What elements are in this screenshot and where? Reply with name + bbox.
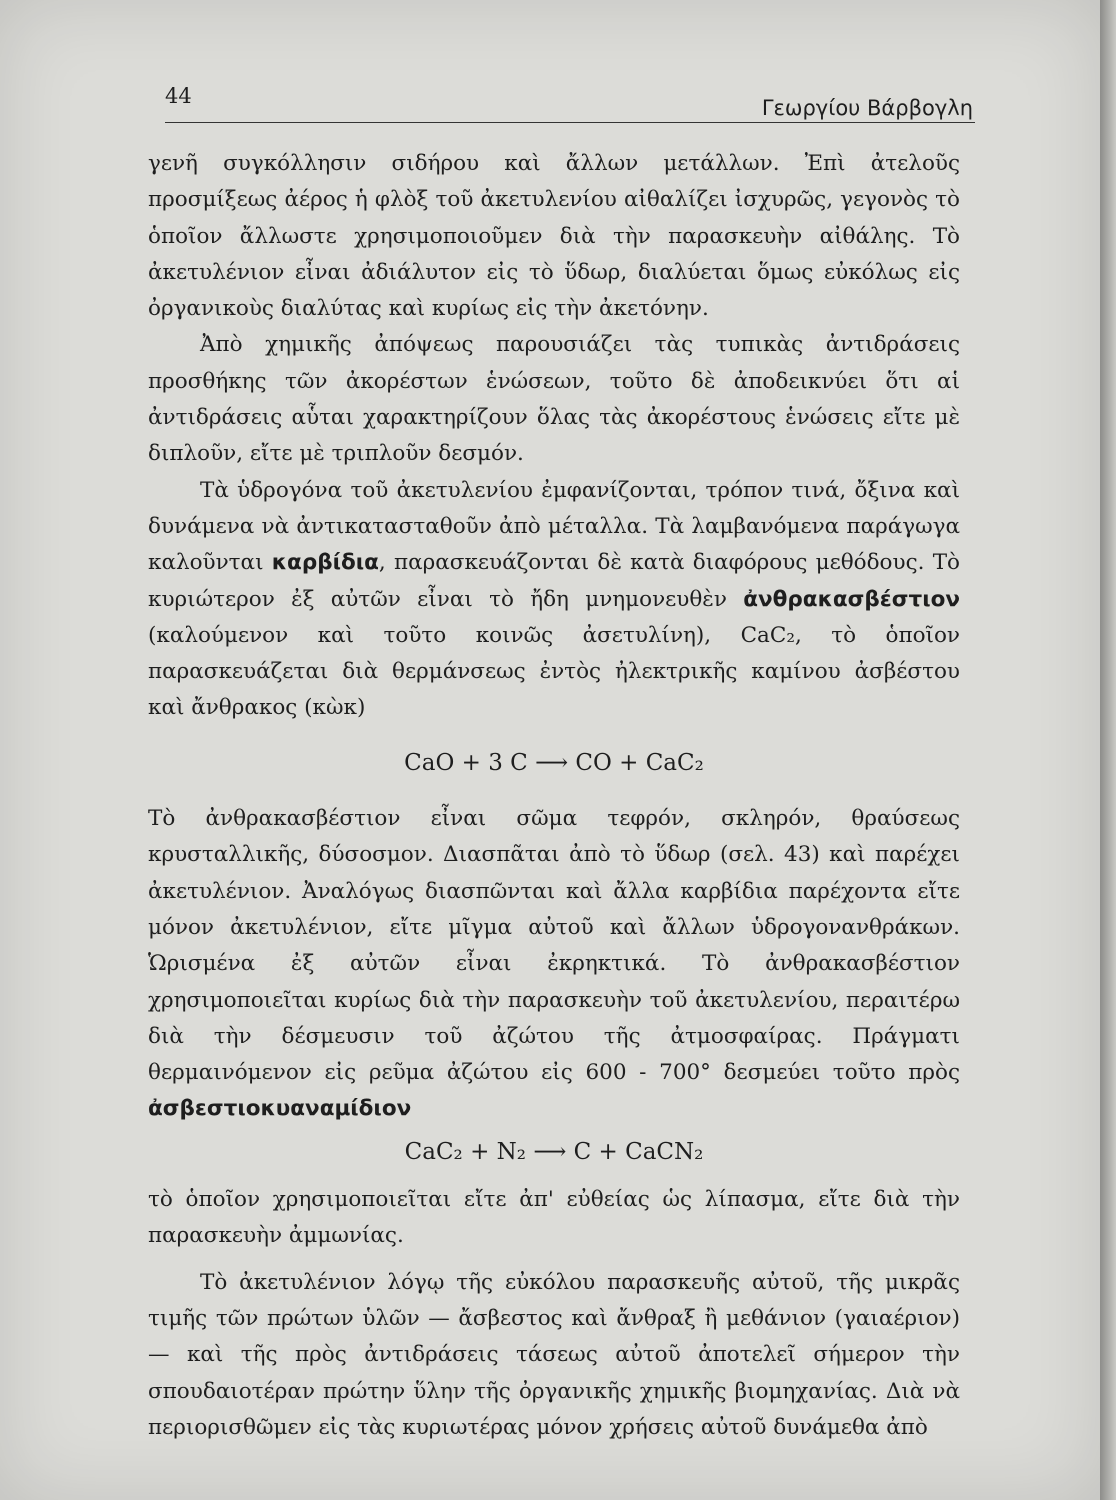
paragraph: γενῆ συγκόλλησιν σιδήρου καὶ ἄλλων μετάλλων. Ἐπὶ ἀτελοῦς προσμίξεως ἀέρος ἡ φλὸξ τοῦ ἀκετυλενίου αἰθαλίζει ἰσχυρῶς, γεγονὸς τὸ ὁποῖον ἄλλωστε χρησιμοποιοῦμεν διὰ τὴν παρασκευὴν αἰθάλης. Τὸ ἀκετυλένιον εἶναι ἀδιάλυτον εἰς τὸ ὕδωρ, διαλύεται ὅμως εὐκόλως εἰς ὀργανικοὺς διαλύτας καὶ κυρίως εἰς τὴν ἀκετόνην. — [148, 151, 960, 322]
page-body — [148, 146, 960, 1446]
equation-1: CaO + 3 C ⟶ CO + CaC₂ — [404, 749, 704, 776]
bold-term-calcium-cyanamide: ἀσβεστιοκυαναμίδιον — [148, 1096, 412, 1122]
paragraph-text: (καλούμενον καὶ τοῦτο κοινῶς ἀσετυλίνη), CaC₂, τὸ ὁποῖον παρασκευάζεται διὰ θερμάνσεως ἐντὸς ἠλεκτρικῆς καμίνου ἀσβέστου καὶ ἄνθρακος (κὼκ) — [148, 622, 960, 721]
page-edge — [1100, 0, 1116, 1500]
paragraph — [148, 473, 960, 727]
page-header — [165, 82, 975, 123]
running-title: Γεωργίου Βάρβογλη — [761, 96, 973, 120]
paragraph-text: Τὸ ἀνθρακασβέστιον εἶναι σῶμα τεφρόν, σκληρόν, θραύσεως κρυσταλλικῆς, δύσοσμον. Διασπᾶται ἀπὸ τὸ ὕδωρ (σελ. 43) καὶ παρέχει ἀκετυλένιον. Ἀναλόγως διασπῶνται καὶ ἄλλα καρβίδια παρέχοντα εἴτε μόνον ἀκετυλένιον, εἴτε μῖγμα αὐτοῦ καὶ ἄλλων ὑδρογονανθράκων. Ὡρισμένα ἐξ αὐτῶν εἶναι ἐκρηκτικά. Τὸ ἀνθρακασβέστιον χρησιμοποιεῖται κυρίως διὰ τὴν παρασκευὴν τοῦ ἀκετυλενίου, περαιτέρω διὰ τὴν δέσμευσιν τοῦ ἀζώτου τῆς ἀτμοσφαίρας. Πράγματι θερμαινόμενον εἰς ρεῦμα ἀζώτου εἰς 600 - 700° δεσμεύει τοῦτο πρὸς — [148, 806, 960, 1086]
bold-term-calcium-carbide: ἀνθρακασβέστιον — [743, 586, 960, 612]
paragraph — [148, 801, 960, 1128]
bold-term-carbides: καρβίδια — [271, 550, 379, 576]
page-number: 44 — [165, 84, 192, 108]
paragraph — [148, 327, 960, 472]
paragraph: τὸ ὁποῖον χρησιμοποιεῖται εἴτε ἀπ' εὐθείας ὡς λίπασμα, εἴτε διὰ τὴν παρασκευὴν ἀμμωνίας. — [148, 1187, 960, 1249]
paragraph: Τὸ ἀκετυλένιον λόγῳ τῆς εὐκόλου παρασκευῆς αὐτοῦ, τῆς μικρᾶς τιμῆς τῶν πρώτων ὑλῶν — ἄσβεστος καὶ ἄνθραξ ἢ μεθάνιον (γαιαέριον) — καὶ τῆς πρὸς ἀντιδράσεις τάσεως αὐτοῦ ἀποτελεῖ σήμερον τὴν σπουδαιοτέραν πρώτην ὕλην τῆς ὀργανικῆς χημικῆς βιομηχανίας. Διὰ νὰ περιορισθῶμεν εἰς τὰς κυριωτέρας μόνον χρήσεις αὐτοῦ δυνάμεθα ἀπὸ — [148, 1269, 960, 1440]
paragraph-text: , παρασκευάζονται δὲ κατὰ διαφόρους μεθόδους. Τὸ κυριώτερον ἐξ αὐτῶν εἶναι τὸ ἤδη μνημονευθὲν — [148, 550, 960, 612]
paragraph-text: Ἀπὸ χημικῆς ἀπόψεως παρουσιάζει τὰς τυπικὰς ἀντιδράσεις προσθήκης τῶν ἀκορέστων ἑνώσεων, τοῦτο δὲ ἀποδεικνύει ὅτι αἱ ἀντιδράσεις αὗται χαρακτηρίζουν ὅλας τὰς ἀκορέστους ἑνώσεις εἴτε μὲ διπλοῦν, εἴτε μὲ τριπλοῦν δεσμόν. — [148, 332, 960, 467]
equation-2: CaC₂ + N₂ ⟶ C + CaCN₂ — [404, 1138, 704, 1165]
paragraph-text: Τὰ ὑδρογόνα τοῦ ἀκετυλενίου ἐμφανίζονται, τρόπον τινά, ὄξινα καὶ δυνάμενα νὰ ἀντικατασταθοῦν ἀπὸ μέταλλα. Τὰ λαμβανόμενα παράγωγα καλοῦνται — [148, 477, 960, 576]
